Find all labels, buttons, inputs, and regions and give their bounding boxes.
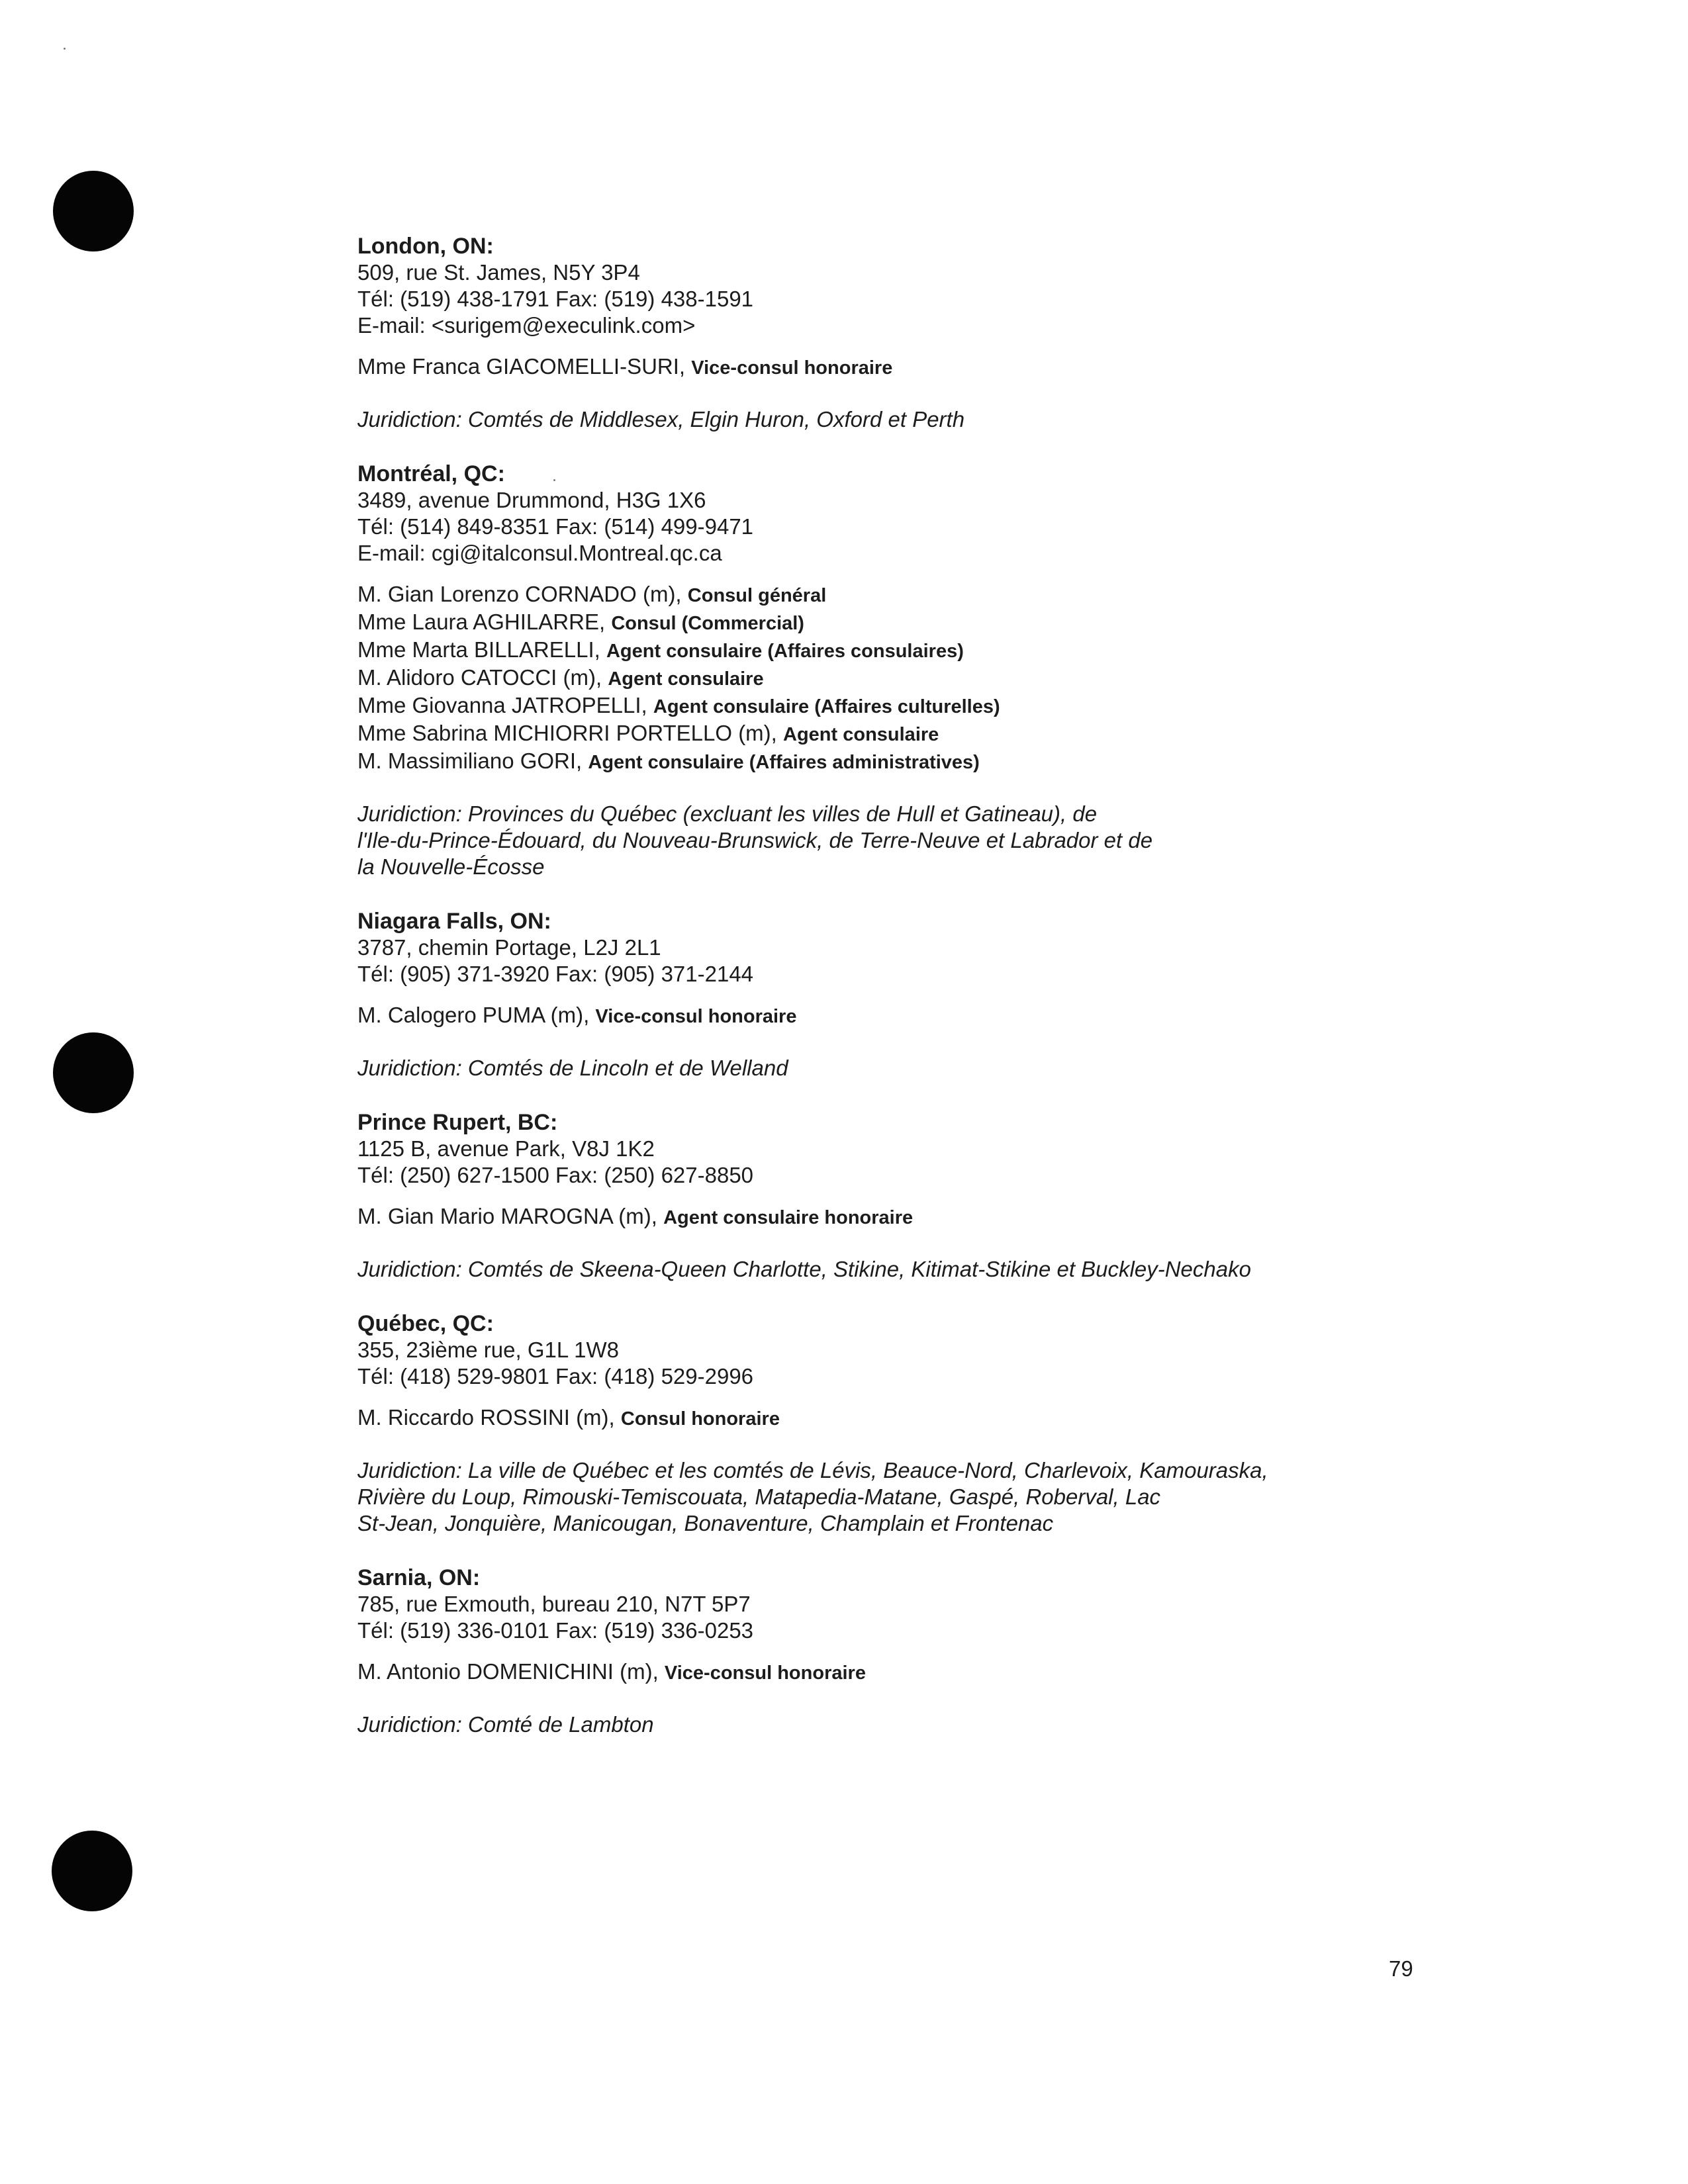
jurisdiction-line: Rivière du Loup, Rimouski-Temiscouata, Matapedia-Matane, Gaspé, Roberval, Lac [357,1484,1161,1509]
staff-role: Vice-consul honoraire [664,1662,866,1684]
jurisdiction [357,1256,1430,1283]
staff-member [357,353,1430,381]
staff-name: Mme Franca GIACOMELLI-SURI, [357,354,686,379]
email: E-mail: cgi@italconsul.Montreal.qc.ca [357,541,722,565]
staff-name: M. Antonio DOMENICHINI (m), [357,1659,659,1684]
staff-member [357,1659,1430,1686]
consulate-entry-niagara-falls [357,908,1430,1081]
staff-role: Agent consulaire (Affaires culturelles) [653,696,1000,717]
staff-role: Agent consulaire [783,724,939,745]
staff-role: Consul général [687,585,827,606]
staff-role: Consul honoraire [620,1408,780,1430]
jurisdiction [357,1457,1430,1537]
staff-role: Consul (Commercial) [611,613,804,634]
consulate-entry-quebec [357,1310,1430,1537]
staff-member [357,1203,1430,1231]
staff-role: Agent consulaire honoraire [663,1207,914,1228]
staff-member [357,692,1430,720]
jurisdiction [357,406,1430,433]
staff-name: M. Calogero PUMA (m), [357,1003,590,1027]
staff-role: Agent consulaire (Affaires administratives) [588,752,980,773]
email: E-mail: <surigem@execulink.com> [357,313,696,338]
jurisdiction-line: St-Jean, Jonquière, Manicougan, Bonaventure, Champlain et Frontenac [357,1511,1054,1535]
punch-hole [53,171,134,251]
staff-role: Agent consulaire [608,668,764,690]
staff-name: M. Alidoro CATOCCI (m), [357,665,602,690]
consulate-entry-prince-rupert [357,1109,1430,1283]
staff-member [357,664,1430,692]
staff-member [357,581,1430,609]
page-number: 79 [1389,1956,1413,1981]
staff-name: M. Riccardo ROSSINI (m), [357,1405,615,1430]
city-heading: Niagara Falls, ON: [357,909,551,934]
phone-fax: Tél: (250) 627-1500 Fax: (250) 627-8850 [357,1163,754,1187]
punch-hole [53,1032,134,1113]
staff-name: Mme Laura AGHILARRE, [357,610,606,634]
jurisdiction-line: Juridiction: Comtés de Skeena-Queen Charlotte, Stikine, Kitimat-Stikine et Buckley-Nechako [357,1257,1251,1281]
jurisdiction [357,1711,1430,1738]
staff-role: Vice-consul honoraire [691,357,893,379]
address: 785, rue Exmouth, bureau 210, N7T 5P7 [357,1592,751,1616]
jurisdiction-line: la Nouvelle-Écosse [357,854,545,879]
consulate-entry-sarnia [357,1565,1430,1738]
staff-name: M. Gian Mario MAROGNA (m), [357,1204,657,1228]
consulate-directory [357,233,1430,1766]
city-heading: Sarnia, ON: [357,1565,481,1590]
staff-member [357,1404,1430,1432]
city-heading: London, ON: [357,234,494,259]
punch-hole [52,1831,132,1911]
consulate-entry-london [357,233,1430,433]
address: 509, rue St. James, N5Y 3P4 [357,260,640,285]
city-heading: Prince Rupert, BC: [357,1110,558,1135]
jurisdiction [357,1055,1430,1081]
staff-member [357,637,1430,664]
jurisdiction-line: Juridiction: La ville de Québec et les comtés de Lévis, Beauce-Nord, Charlevoix, Kamouraska, [357,1458,1268,1482]
staff-member [357,609,1430,637]
scan-speck [64,48,66,50]
staff-role: Agent consulaire (Affaires consulaires) [606,641,964,662]
jurisdiction-line: Juridiction: Provinces du Québec (excluant les villes de Hull et Gatineau), de [357,801,1098,826]
staff-member [357,1002,1430,1030]
staff-name: M. Gian Lorenzo CORNADO (m), [357,582,682,606]
jurisdiction-line: Juridiction: Comtés de Middlesex, Elgin Huron, Oxford et Perth [357,407,965,432]
address: 3489, avenue Drummond, H3G 1X6 [357,488,706,512]
address: 3787, chemin Portage, L2J 2L1 [357,935,661,960]
phone-fax: Tél: (519) 438-1791 Fax: (519) 438-1591 [357,287,754,311]
consulate-entry-montreal [357,461,1430,880]
staff-name: Mme Sabrina MICHIORRI PORTELLO (m), [357,721,777,745]
phone-fax: Tél: (418) 529-9801 Fax: (418) 529-2996 [357,1364,754,1388]
staff-name: Mme Marta BILLARELLI, [357,637,600,662]
jurisdiction [357,801,1430,880]
city-heading: Québec, QC: [357,1311,494,1336]
jurisdiction-line: l'Ile-du-Prince-Édouard, du Nouveau-Brunswick, de Terre-Neuve et Labrador et de [357,828,1153,852]
phone-fax: Tél: (519) 336-0101 Fax: (519) 336-0253 [357,1618,754,1643]
phone-fax: Tél: (905) 371-3920 Fax: (905) 371-2144 [357,962,754,986]
city-heading: Montréal, QC: [357,461,505,486]
address: 355, 23ième rue, G1L 1W8 [357,1338,620,1362]
staff-member [357,720,1430,748]
phone-fax: Tél: (514) 849-8351 Fax: (514) 499-9471 [357,514,754,539]
staff-name: Mme Giovanna JATROPELLI, [357,693,647,717]
staff-role: Vice-consul honoraire [595,1006,797,1027]
address: 1125 B, avenue Park, V8J 1K2 [357,1136,655,1161]
jurisdiction-line: Juridiction: Comté de Lambton [357,1712,654,1737]
staff-name: M. Massimiliano GORI, [357,749,583,773]
staff-member [357,748,1430,776]
jurisdiction-line: Juridiction: Comtés de Lincoln et de Welland [357,1056,788,1080]
